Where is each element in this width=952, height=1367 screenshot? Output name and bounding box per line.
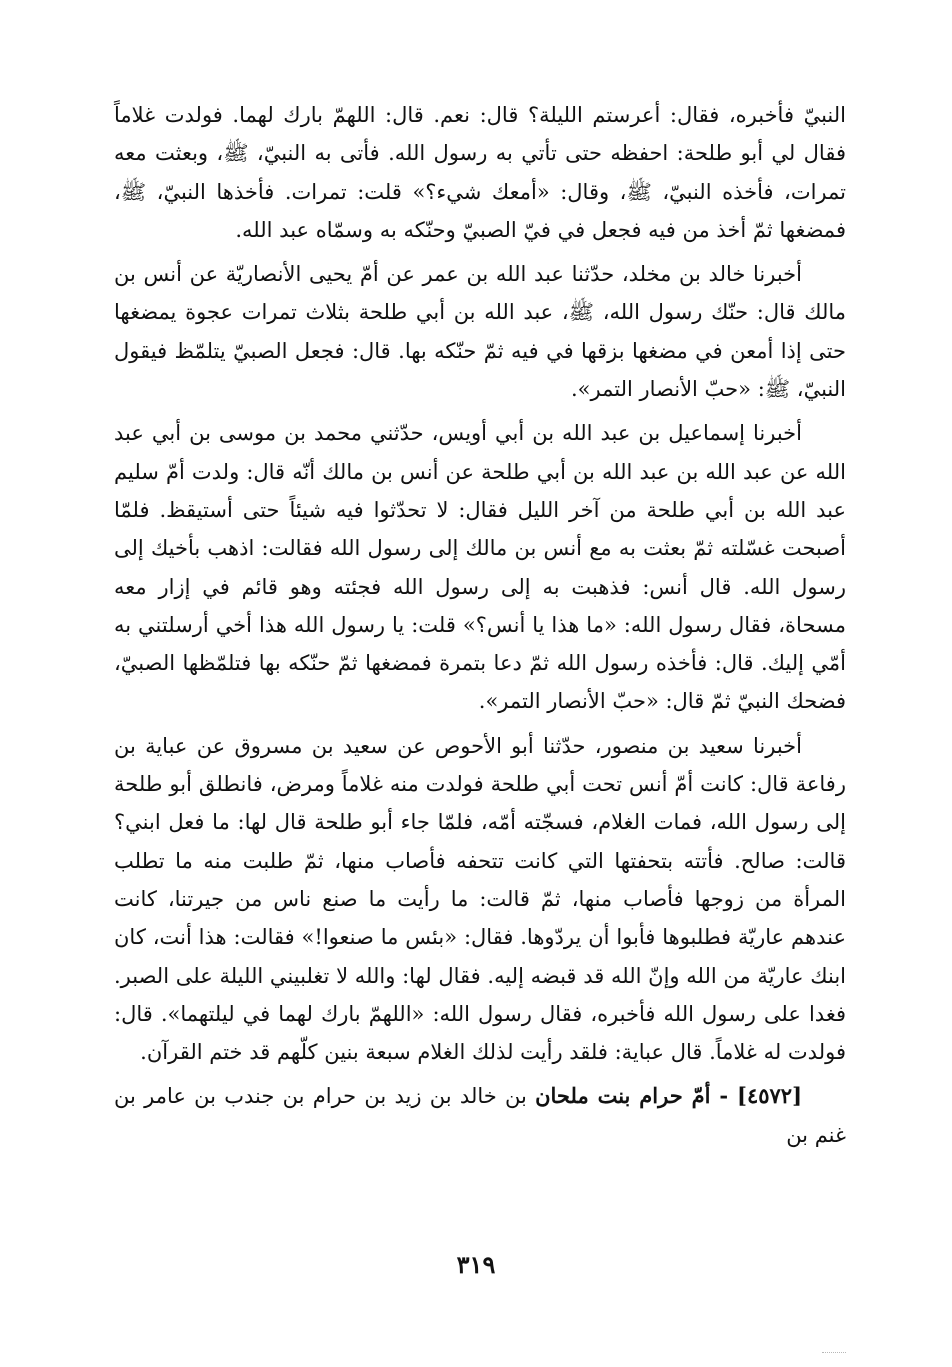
paragraph-2: أخبرنا خالد بن مخلد، حدّثنا عبد الله بن عمر عن أمّ يحيى الأنصاريّة عن أنس بن مالك قال: حنّك رسول الله، ﷺ، عبد الله بن أبي طلحة بثلاث تمرات عجوة يمضغها حتى إذا أمعن في مضغها بزقها في فيه ثمّ حنّكه بها. قال: فجعل الصبيّ يتلمّظ فيقول النبيّ، ﷺ: «حبّ الأنصار التمر». bbox=[114, 262, 846, 402]
scan-speck bbox=[822, 1352, 846, 1358]
entry-paragraph bbox=[114, 1077, 846, 1154]
page-number: ٣١٩ bbox=[456, 1250, 496, 1279]
paragraph-1: النبيّ فأخبره، فقال: أعرستم الليلة؟ قال: نعم. قال: اللهمّ بارك لهما. فولدت غلاماً فقال لي أبو طلحة: احفظه حتى تأتي به رسول الله. فأتى به النبيّ، ﷺ، وبعثت معه تمرات، فأخذه النبيّ، ﷺ، وقال: «أمعك شيء؟» قلت: تمرات. فأخذها النبيّ، ﷺ، فمضغها ثمّ أخذ من فيه فجعل في فيّ الصبيّ وحنّكه به وسمّاه عبد الله. bbox=[114, 103, 846, 242]
entry-text: بن خالد بن زيد بن حرام بن جندب بن عامر بن غنم بن bbox=[114, 1084, 846, 1147]
entry-heading: [٤٥٧٢] - أمّ حرام بنت ملحان bbox=[535, 1083, 802, 1109]
paragraph-4: أخبرنا سعيد بن منصور، حدّثنا أبو الأحوص عن سعيد بن مسروق عن عباية بن رفاعة قال: كانت أمّ أنس تحت أبي طلحة فولدت منه غلاماً ومرض، فانطلق أبو طلحة إلى رسول الله، فمات الغلام، فسجّته أمّه، فلمّا جاء أبو طلحة قال لها: ما فعل ابني؟ قالت: صالح. فأتته بتحفتها التي كانت تتحفه فأصاب منها، ثمّ طلبت منه ما تطلب المرأة من زوجها فأصاب منها، ثمّ قالت: ما رأيت ما صنع ناس من جيرتنا، كانت عندهم عاريّة فطلبوها فأبوا أن يردّوها. فقال: «بئس ما صنعوا!» فقالت: هذا أنت، كان ابنك عاريّة من الله وإنّ الله قد قبضه إليه. فقال لها: والله لا تغلبيني الليلة على الصبر. فغدا على رسول الله فأخبره، فقال رسول الله: «اللهمّ بارك لهما في ليلتهما». قال: فولدت له غلاماً. قال عباية: فلقد رأيت لذلك الغلام سبعة بنين كلّهم قد ختم القرآن. bbox=[114, 733, 846, 1065]
paragraph-3: أخبرنا إسماعيل بن عبد الله بن أبي أويس، حدّثني محمد بن موسى بن أبي عبد الله عن عبد الله بن عبد الله بن أبي طلحة عن أنس بن مالك أنّه قال: ولدت أمّ سليم عبد الله بن أبي طلحة من آخر الليل فقال: لا تحدّثوا فيه شيئاً حتى أستيقظ. فلمّا أصبحت غسّلته ثمّ بعثت به مع أنس بن مالك إلى رسول الله فقالت: اذهب بأخيك إلى رسول الله. قال أنس: فذهبت به إلى رسول الله فجئته وهو قائم في إزار معه مسحاة، فقال رسول الله: «ما هذا يا أنس؟» قلت: يا رسول الله هذا أخي أرسلتني به أمّي إليك. قال: فأخذه رسول الله ثمّ دعا بتمرة فمضغها ثمّ حنّكه بها فتلمّظها الصبيّ، فضحك النبيّ ثمّ قال: «حبّ الأنصار التمر». bbox=[114, 421, 846, 714]
main-text bbox=[114, 96, 846, 1160]
